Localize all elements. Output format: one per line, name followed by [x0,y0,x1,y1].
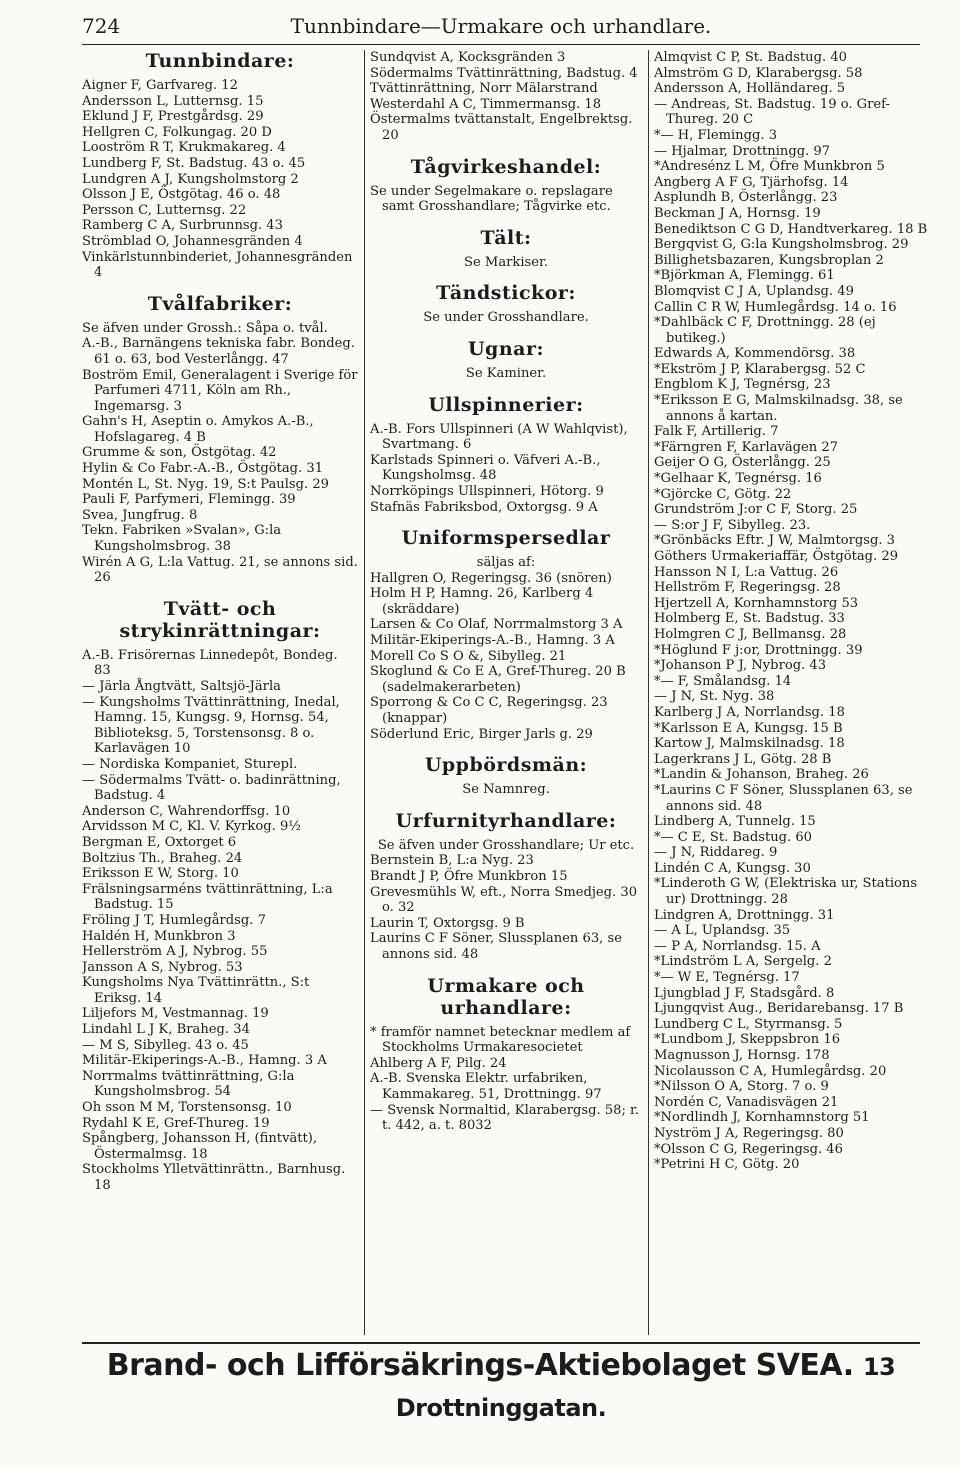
list-entry: Laurins C F Söner, Slussplanen 63, se annons sid. 48 [370,931,622,962]
list-entry: *Dahlbäck C F, Drottningg. 28 (ej butikeg.) [654,315,876,346]
list-entry: Arvidsson M C, Kl. V. Kyrkog. 9½ [82,819,301,835]
list-entry: Hellgren C, Folkungag. 20 D [82,124,272,140]
list-entry: Lindberg A, Tunnelg. 15 [654,814,816,830]
list-entry: — Södermalms Tvätt- o. badinrättning, Badstug. 4 [82,772,341,804]
list-entry: * framför namnet betecknar medlem af Stockholms Urmakaresocietet [370,1024,631,1056]
section-heading: Uppbördsmän: [424,754,588,777]
list-entry: A.-B. Svenska Elektr. urfabriken, Kammakareg. 51, Drottningg. 97 [370,1071,602,1102]
list-entry: A.-B. Frisörernas Linnedepôt, Bondeg. 83 [82,647,338,679]
list-entry: Pauli F, Parfymeri, Flemingg. 39 [82,492,296,508]
list-entry: Edwards A, Kommendörsg. 38 [654,346,856,362]
list-entry: Karlberg J A, Norrlandsg. 18 [654,704,845,720]
list-entry: Hjertzell A, Kornhamnstorg 53 [654,595,859,611]
list-entry: Boström Emil, Generalagent i Sverige för Parfumeri 4711, Köln am Rh., Ingemarsg. 3 [82,367,358,414]
column-2 [370,50,642,1340]
list-entry: Militär-Ekiperings-A.-B., Hamng. 3 A [370,633,615,649]
list-entry: — Andreas, St. Badstug. 19 o. Gref-Thureg. 20 C [654,96,890,128]
list-entry: Hylin & Co Fabr.-A.-B., Östgötag. 31 [82,461,324,477]
list-entry: *Gelhaar K, Tegnérsg. 16 [654,471,822,487]
page-header [82,14,920,44]
list-entry: Holmberg E, St. Badstug. 33 [654,611,845,627]
list-entry: — Hjalmar, Drottningg. 97 [654,143,831,159]
list-entry: *Höglund F j:or, Drottningg. 39 [654,642,863,658]
list-entry: Bergman E, Oxtorget 6 [82,834,237,850]
list-entry: Holm H P, Hamng. 26, Karlberg 4 (skräddare) [370,586,594,617]
list-entry: Anderson C, Wahrendorffsg. 10 [82,803,291,819]
list-entry: Eklund J F, Prestgårdsg. 29 [82,109,264,125]
section-heading: Tvätt- och strykinrättningar: [119,597,321,642]
list-entry: Morell Co S O &, Sibylleg. 21 [370,648,567,664]
list-entry: Laurin T, Oxtorgsg. 9 B [370,915,525,931]
list-entry: Norrköpings Ullspinneri, Hötorg. 9 [370,483,604,499]
section-heading: Tunnbindare: [145,50,295,72]
list-entry: Brandt J P, Öfre Munkbron 15 [370,869,568,884]
list-entry: *Johanson P J, Nybrog. 43 [654,658,827,674]
column-divider-1 [364,50,365,1335]
list-entry: — Nordiska Kompaniet, Sturepl. [82,756,298,772]
list-entry: *Karlsson E A, Kungsg. 15 B [654,720,843,736]
list-entry: Engblom K J, Tegnérsg, 23 [654,377,831,393]
list-entry: Ahlberg A F, Pilg. 24 [370,1055,507,1071]
list-entry: *Andresénz L M, Öfre Munkbron 5 [654,159,885,175]
list-entry: *Lindström L A, Sergelg. 2 [654,954,832,970]
list-entry: Östermalms tvättanstalt, Engelbrektsg. 20 [370,112,633,143]
section-heading: Ullspinnerier: [428,393,584,416]
section-note: Se Markiser. [464,254,548,270]
list-entry: Andersson A, Holländareg. 5 [654,81,846,97]
list-entry: Nicolausson C A, Humlegårdsg. 20 [654,1063,887,1079]
list-entry: Frälsningsarméns tvättinrättning, L:a Badstug. 15 [82,881,333,913]
list-entry: Almqvist C P, St. Badstug. 40 [654,50,847,65]
list-entry: Billighetsbazaren, Kungsbroplan 2 [654,252,884,268]
list-entry: Lundberg C L, Styrmansg. 5 [654,1016,843,1032]
section-note: Se äfven under Grosshandlare; Ur etc. [377,837,635,853]
footer-company: Brand- och Lifförsäkrings-Aktiebolaget SVEA. [106,1348,854,1383]
list-entry: Westerdahl A C, Timmermansg. 18 [370,96,602,112]
list-entry: *Petrini H C, Götg. 20 [654,1157,800,1173]
page-number: 724 [82,14,121,38]
list-entry: Aigner F, Garfvareg. 12 [82,78,238,93]
list-entry: Södermalms Tvättinrättning, Badstug. 4 [370,65,638,81]
list-entry: *— H, Flemingg. 3 [654,127,778,143]
list-entry: Jansson A S, Nybrog. 53 [82,959,243,975]
section-heading: Tvålfabriker: [147,292,293,315]
list-entry: Haldén H, Munkbron 3 [82,928,236,944]
list-entry: Asplundh B, Österlångg. 23 [654,190,838,206]
list-entry: Hellerström A J, Nybrog. 55 [82,944,268,960]
list-entry: Svea, Jungfrug. 8 [82,507,198,523]
list-entry: Tekn. Fabriken »Svalan», G:la Kungsholmsbrog. 38 [82,523,282,555]
list-entry: Stockholms Ylletvättinrättn., Barnhusg. 18 [82,1162,346,1193]
list-entry: — A L, Uplandsg. 35 [654,923,791,939]
list-entry: Andersson L, Lutternsg. 15 [82,93,264,109]
list-entry: Hellström F, Regeringsg. 28 [654,580,841,596]
list-entry: Söderlund Eric, Birger Jarls g. 29 [370,726,593,742]
list-entry: Blomqvist C J A, Uplandsg. 49 [654,283,854,299]
section-note: säljas af: [476,555,536,571]
list-entry: Fröling J T, Humlegårdsg. 7 [82,912,266,928]
list-entry: Göthers Urmakeriaffär, Östgötag. 29 [654,549,899,564]
list-entry: *Linderoth G W, (Elektriska ur, Stations ur) Drottningg. 28 [654,876,918,908]
list-entry: Eriksson E W, Storg. 10 [82,866,239,882]
list-entry: *Grönbäcks Eftr. J W, Malmtorgsg. 3 [654,533,895,549]
section-heading: Tändstickor: [436,282,576,305]
list-entry: — Järla Ångtvätt, Saltsjö-Järla [82,679,281,694]
list-entry: Sporrong & Co C C, Regeringsg. 23 (knappar) [370,695,608,727]
list-entry: Benediktson C G D, Handtverkareg. 18 B [654,221,928,237]
list-entry: Norrmalms tvättinrättning, G:la Kungsholmsbrog. 54 [82,1068,295,1100]
list-entry: Geijer O G, Österlångg. 25 [654,455,831,471]
footer-rule [82,1342,920,1344]
list-entry: Karlstads Spinneri o. Väfveri A.-B., Kungsholmsg. 48 [370,452,601,484]
list-entry: *Nordlindh J, Kornhamnstorg 51 [654,1110,870,1126]
list-entry: Ramberg C A, Surbrunnsg. 43 [82,218,283,234]
list-entry: Beckman J A, Hornsg. 19 [654,205,821,221]
list-entry: Hallgren O, Regeringsg. 36 (snören) [370,570,612,586]
list-entry: Ljungblad J F, Stadsgård. 8 [654,985,835,1001]
list-entry: *Ekström J P, Klarabergsg. 52 C [654,361,866,377]
list-entry: Looström R T, Krukmakareg. 4 [82,140,286,156]
list-entry: *Gjörcke C, Götg. 22 [654,486,792,502]
section-note: Se under Grosshandlare. [423,310,589,326]
list-entry: Holmgren C J, Bellmansg. 28 [654,626,847,642]
list-entry: Sundqvist A, Kocksgränden 3 [370,50,566,65]
page-title: Tunnbindare—Urmakare och urhandlare. [290,14,712,38]
list-entry: Grumme & son, Östgötag. 42 [82,445,277,461]
section-heading: Tält: [480,226,532,249]
list-entry: Se äfven under Grossh.: Såpa o. tvål. [82,320,328,336]
header-rule [82,44,920,45]
list-entry: *Färngren F, Karlavägen 27 [654,439,839,455]
footer-address: 13 Drottninggatan. [395,1353,896,1422]
list-entry: Nyström J A, Regeringsg. 80 [654,1125,844,1141]
list-entry: *Eriksson E G, Malmskilnadsg. 38, se annons å kartan. [654,393,903,424]
section-heading: Urmakare och urhandlare: [427,974,585,1019]
list-entry: Strömblad O, Johannesgränden 4 [82,233,303,249]
list-entry: A.-B., Barnängens tekniska fabr. Bondeg. 61 o. 63, bod Vesterlångg. 47 [82,336,355,367]
list-entry: Wirén A G, L:la Vattug. 21, se annons sid. 26 [82,554,358,586]
list-entry: Persson C, Lutternsg. 22 [82,202,247,218]
list-entry: *Lundbom J, Skeppsbron 16 [654,1032,841,1048]
list-entry: Magnusson J, Hornsg. 178 [654,1048,830,1063]
list-entry: Spångberg, Johansson H, (fintvätt), Östermalmsg. 18 [82,1131,318,1162]
list-entry: Almström G D, Klarabergsg. 58 [654,65,863,81]
list-entry: Nordén C, Vanadisvägen 21 [654,1094,839,1110]
list-entry: Lindgren A, Drottningg. 31 [654,907,835,923]
section-heading: Tågvirkeshandel: [410,155,602,178]
list-entry: *— F, Smålandsg. 14 [654,673,792,689]
list-entry: Se under Segelmakare o. repslagare samt Grosshandlare; Tågvirke etc. [370,183,613,215]
list-entry: Bernstein B, L:a Nyg. 23 [370,853,534,869]
list-entry: Callin C R W, Humlegårdsg. 14 o. 16 [654,299,897,315]
list-entry: Gahn's H, Aseptin o. Amykos A.-B., Hofslagareg. 4 B [82,414,314,445]
list-entry: *Nilsson O A, Storg. 7 o. 9 [654,1079,829,1095]
list-entry: Lundberg F, St. Badstug. 43 o. 45 [82,155,306,171]
list-entry: *Laurins C F Söner, Slussplanen 63, se annons sid. 48 [654,782,913,814]
list-entry: *— C E, St. Badstug. 60 [654,829,813,845]
list-entry: Kungsholms Nya Tvättinrättn., S:t Eriksg. 14 [82,975,310,1006]
list-entry: *Landin & Johanson, Braheg. 26 [654,767,869,783]
list-entry: — S:or J F, Sibylleg. 23. [654,517,811,533]
list-entry: Liljefors M, Vestmannag. 19 [82,1006,269,1022]
list-entry: *Björkman A, Flemingg. 61 [654,268,835,284]
list-entry: Grundström J:or C F, Storg. 25 [654,502,858,518]
list-entry: Falk F, Artillerig. 7 [654,424,779,440]
list-entry: Angberg A F G, Tjärhofsg. 14 [654,174,849,190]
list-entry: *— W E, Tegnérsg. 17 [654,970,800,986]
list-entry: — M S, Sibylleg. 43 o. 45 [82,1037,249,1053]
section-heading: Ugnar: [467,337,544,360]
list-entry: Grevesmühls W, eft., Norra Smedjeg. 30 o. 32 [370,884,638,916]
list-entry: Olsson J E, Östgötag. 46 o. 48 [82,187,281,203]
list-entry: Tvättinrättning, Norr Mälarstrand [370,81,598,97]
column-1 [82,50,358,1340]
list-entry: Kartow J, Malmskilnadsg. 18 [654,736,845,752]
list-entry: Bergqvist G, G:la Kungsholmsbrog. 29 [654,237,909,253]
list-entry: Lagerkrans J L, Götg. 28 B [654,751,832,767]
section-note: Se Namnreg. [462,782,550,798]
section-heading: Urfurnityrhandlare: [395,809,617,832]
list-entry: Oh sson M M, Torstensonsg. 10 [82,1100,292,1116]
list-entry: Lindahl L J K, Braheg. 34 [82,1022,250,1038]
columns [82,50,932,1340]
list-entry: Rydahl K E, Gref-Thureg. 19 [82,1115,270,1131]
section-note: Se Kaminer. [465,365,547,381]
list-entry: *Olsson C G, Regeringsg. 46 [654,1141,843,1157]
list-entry: Vinkärlstunnbinderiet, Johannesgränden 4 [82,249,353,281]
list-entry: — Svensk Normaltid, Klarabergsg. 58; r. t. 442, a. t. 8032 [370,1102,640,1134]
list-entry: Larsen & Co Olaf, Norrmalmstorg 3 A [370,617,623,633]
list-entry: Montén L, St. Nyg. 19, S:t Paulsg. 29 [82,476,329,492]
list-entry: — P A, Norrlandsg. 15. A [654,938,821,954]
list-entry: Lundgren A J, Kungsholmstorg 2 [82,171,299,187]
list-entry: — Kungsholms Tvättinrättning, Inedal, Hamng. 15, Kungsg. 9, Hornsg. 54, Biblioteksg. 5, Torstensonsg. 8 o. Karlavägen 10 [82,694,340,757]
section-heading: Uniformspersedlar [401,527,611,550]
list-entry: Stafnäs Fabriksbod, Oxtorgsg. 9 A [370,499,598,515]
list-entry: A.-B. Fors Ullspinneri (A W Wahlqvist), Svartmang. 6 [370,421,628,453]
list-entry: Lindén C A, Kungsg. 30 [654,860,811,876]
list-entry: Skoglund & Co E A, Gref-Thureg. 20 B (sadelmakerarbeten) [370,664,626,695]
list-entry: — J N, Riddareg. 9 [654,845,778,861]
list-entry: Ljungqvist Aug., Beridarebansg. 17 B [654,1001,904,1017]
footer-advert [82,1346,920,1428]
list-entry: Hansson N I, L:a Vattug. 26 [654,564,839,580]
list-entry: — J N, St. Nyg. 38 [654,689,775,705]
column-divider-2 [648,50,649,1335]
list-entry: Boltzius Th., Braheg. 24 [82,850,243,866]
column-3 [654,50,932,1340]
list-entry: Militär-Ekiperings-A.-B., Hamng. 3 A [82,1053,327,1069]
